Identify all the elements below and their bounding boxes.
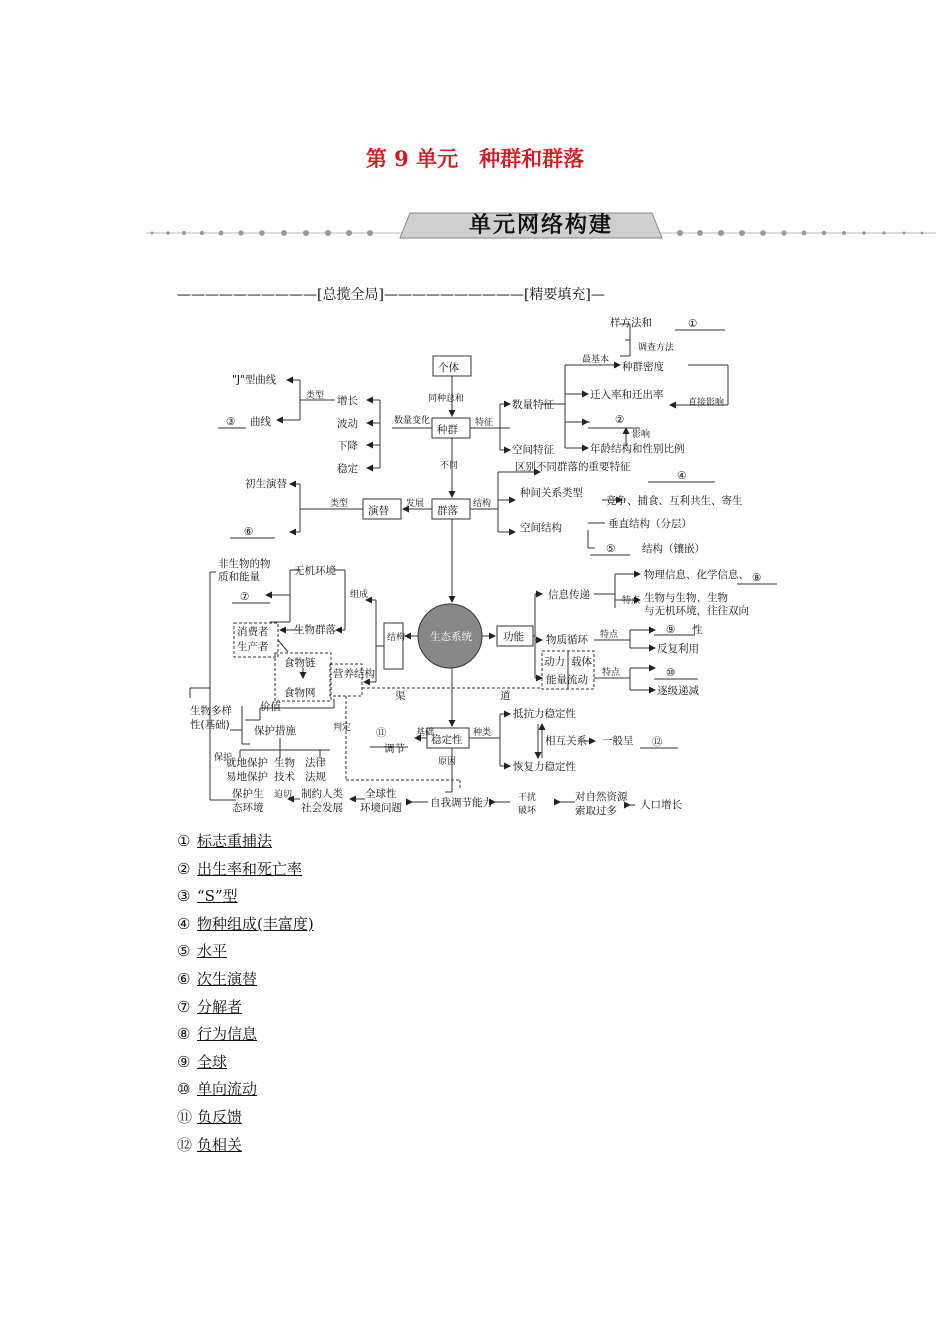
answer-item bbox=[177, 1049, 314, 1077]
banner-title: 单元网络构建 bbox=[468, 212, 613, 238]
page-title: 第 9 单元 种群和群落 bbox=[365, 146, 585, 171]
label-curve: 曲线 bbox=[250, 416, 271, 428]
label-reuse: 反复利用 bbox=[657, 643, 699, 655]
blank-9: ⑨ bbox=[666, 624, 676, 636]
answer-text: 负反馈 bbox=[197, 1107, 243, 1126]
label-biocommunity: 生物群落 bbox=[294, 624, 336, 636]
label-abiotic-2: 质和能量 bbox=[218, 571, 260, 583]
answer-item bbox=[177, 856, 314, 884]
label-trophic: 营养结构 bbox=[333, 668, 375, 680]
label-matter-cycle: 物质循环 bbox=[546, 634, 588, 646]
label-protection-measures: 保护措施 bbox=[254, 725, 296, 737]
answer-text: 负相关 bbox=[197, 1135, 243, 1154]
answer-item bbox=[177, 911, 314, 939]
label-development: 发展 bbox=[406, 499, 425, 509]
label-channel-1: 渠 bbox=[395, 690, 406, 702]
box-structure bbox=[384, 623, 406, 669]
label-decrease: 逐级递减 bbox=[657, 685, 699, 697]
blank-5: ⑤ bbox=[606, 543, 616, 555]
label-biodiversity-2: 性(基础) bbox=[190, 719, 230, 731]
label-global-2: 环境问题 bbox=[360, 802, 402, 814]
label-info-trait-1: 生物与生物、生物 bbox=[644, 592, 728, 604]
label-protect: 保护 bbox=[214, 753, 233, 763]
answer-number: ⑤ bbox=[177, 942, 191, 961]
answer-number: ⑧ bbox=[177, 1025, 191, 1044]
answer-number: ⑩ bbox=[177, 1080, 191, 1099]
label-reason: 原因 bbox=[438, 757, 457, 767]
blank-10: ⑩ bbox=[666, 667, 676, 679]
label-ex-situ: 易地保护 bbox=[226, 771, 268, 783]
label-generally: 一般呈 bbox=[602, 735, 634, 747]
label-spatial-features: 空间特征 bbox=[512, 444, 554, 456]
answer-number: ⑨ bbox=[177, 1052, 191, 1071]
label-food-web: 食物网 bbox=[284, 687, 316, 699]
label-age-structure: 年龄结构和性别比例 bbox=[590, 443, 685, 455]
answer-text: 分解者 bbox=[197, 997, 243, 1016]
label-protect-env-2: 态环境 bbox=[232, 802, 264, 814]
answer-text: 行为信息 bbox=[197, 1025, 258, 1044]
section-banner bbox=[146, 207, 936, 243]
label-population: 种群 bbox=[437, 424, 458, 436]
answer-number: ② bbox=[177, 859, 191, 878]
answer-text: 水平 bbox=[197, 942, 228, 961]
label-vertical: 垂直结构（分层） bbox=[608, 518, 692, 530]
label-channel-2: 道 bbox=[500, 690, 511, 702]
label-direct-effect: 直接影响 bbox=[688, 398, 725, 408]
label-trait-2: 特点 bbox=[600, 630, 619, 640]
answer-text: 标志重捕法 bbox=[197, 832, 273, 850]
label-over-exploit-1: 对自然资源 bbox=[575, 791, 628, 803]
answer-number: ⑫ bbox=[177, 1135, 193, 1154]
answer-item bbox=[177, 1132, 314, 1160]
answer-text: 物种组成(丰富度) bbox=[197, 914, 314, 933]
label-quantity-change: 数量变化 bbox=[394, 416, 431, 426]
label-stable: 稳定 bbox=[337, 463, 358, 475]
label-affect: 影响 bbox=[632, 430, 651, 440]
label-abiotic-1: 非生物的物 bbox=[218, 558, 271, 570]
label-resistance: 抵抗力稳定性 bbox=[513, 708, 576, 720]
label-interspecies: 种间关系类型 bbox=[520, 487, 583, 499]
label-fluctuate: 波动 bbox=[337, 418, 358, 430]
label-carrier: 载体 bbox=[571, 656, 592, 668]
label-protect-env-1: 保护生 bbox=[232, 788, 264, 800]
label-constrain-1: 制约人类 bbox=[301, 788, 343, 800]
label-bio-tech-1: 生物 bbox=[274, 757, 295, 769]
label-global-1: 全球性 bbox=[365, 788, 397, 800]
answer-item bbox=[177, 994, 314, 1022]
fill-tag: [精要填充] bbox=[523, 287, 591, 303]
label-individual: 个体 bbox=[438, 362, 459, 374]
label-types-1: 类型 bbox=[306, 391, 325, 401]
label-mutual: 相互关系 bbox=[545, 735, 587, 747]
label-consumer: 消费者 bbox=[237, 626, 269, 638]
label-destroy: 破坏 bbox=[518, 806, 537, 816]
label-composition: 组成 bbox=[350, 590, 369, 600]
answer-list bbox=[177, 828, 314, 1159]
label-resilience: 恢复力稳定性 bbox=[513, 761, 576, 773]
blank-8: ⑧ bbox=[752, 572, 762, 584]
answer-number: ⑥ bbox=[177, 969, 191, 988]
label-in-situ: 就地保护 bbox=[226, 757, 268, 769]
label-driving: 动力 bbox=[544, 656, 565, 668]
label-biodiversity-1: 生物多样 bbox=[190, 705, 232, 717]
answer-number: ④ bbox=[177, 914, 191, 933]
answer-text: 单向流动 bbox=[197, 1080, 258, 1099]
label-constrain-2: 社会发展 bbox=[301, 802, 343, 814]
label-function: 功能 bbox=[503, 631, 524, 643]
answer-text: “S”型 bbox=[197, 887, 238, 906]
answer-item bbox=[177, 1104, 314, 1132]
label-pop-density: 种群密度 bbox=[622, 361, 664, 373]
label-distinguish: 区别不同群落的重要特征 bbox=[515, 461, 631, 473]
blank-2: ② bbox=[615, 414, 625, 426]
label-disturb: 干扰 bbox=[518, 793, 537, 803]
label-trait-3: 特点 bbox=[602, 668, 621, 678]
label-same-species: 同种总和 bbox=[428, 394, 465, 404]
label-kinds: 种类 bbox=[473, 728, 492, 738]
dash-right: — bbox=[590, 287, 605, 303]
label-judge: 判定 bbox=[333, 723, 352, 733]
label-succession: 演替 bbox=[368, 505, 389, 517]
label-regulate: 调节 bbox=[384, 743, 405, 755]
answer-text: 次生演替 bbox=[197, 969, 258, 988]
label-trait-1: 特点 bbox=[622, 596, 641, 606]
label-ecosystem: 生态系统 bbox=[430, 631, 472, 643]
label-j-curve: "J"型曲线 bbox=[232, 374, 277, 386]
answer-number: ③ bbox=[177, 887, 191, 906]
overview-tag: [总揽全局] bbox=[317, 287, 384, 303]
section-header-row bbox=[177, 284, 605, 304]
label-pop-growth: 人口增长 bbox=[640, 799, 682, 811]
blank-1: ① bbox=[688, 318, 698, 330]
label-horizontal-tail: 结构（镶嵌） bbox=[642, 543, 705, 555]
answer-text: 出生率和死亡率 bbox=[197, 859, 303, 878]
blank-12: ⑫ bbox=[652, 736, 663, 748]
label-different: 不同 bbox=[440, 461, 459, 471]
answer-item bbox=[177, 966, 314, 994]
label-structure-box: 结构 bbox=[387, 633, 406, 643]
label-types-2: 类型 bbox=[330, 499, 349, 509]
blank-3: ③ bbox=[226, 416, 236, 428]
blank-11: ⑪ bbox=[376, 727, 387, 739]
answer-item bbox=[177, 938, 314, 966]
answer-number: ① bbox=[177, 832, 191, 850]
label-info-trait-2: 与无机环境，往往双向 bbox=[644, 605, 749, 617]
blank-7: ⑦ bbox=[240, 591, 250, 603]
label-quantity-features: 数量特征 bbox=[512, 399, 554, 411]
label-basis: 基础 bbox=[416, 728, 435, 738]
label-info-types: 物理信息、化学信息、 bbox=[644, 569, 749, 581]
label-community: 群落 bbox=[437, 505, 458, 517]
answer-item bbox=[177, 883, 314, 911]
label-value: 价值 bbox=[260, 701, 281, 713]
blank-4: ④ bbox=[677, 470, 687, 482]
label-nature: 性 bbox=[692, 624, 703, 636]
label-survey-method: 调查方法 bbox=[638, 343, 675, 353]
label-over-exploit-2: 索取过多 bbox=[575, 805, 617, 817]
label-decline: 下降 bbox=[337, 440, 358, 452]
label-law-2: 法规 bbox=[305, 771, 326, 783]
concept-map bbox=[170, 310, 790, 822]
label-law-1: 法律 bbox=[305, 757, 326, 769]
dash-mid: —————————— bbox=[383, 287, 524, 303]
label-self-regulation: 自我调节能力 bbox=[430, 797, 493, 809]
label-primary: 初生演替 bbox=[245, 478, 287, 490]
label-migration: 迁入率和迁出率 bbox=[590, 389, 664, 401]
label-growth: 增长 bbox=[337, 395, 358, 407]
answer-text: 全球 bbox=[197, 1052, 228, 1071]
label-energy-flow: 能量流动 bbox=[546, 674, 588, 686]
answer-number: ⑪ bbox=[177, 1107, 193, 1126]
label-sampling-method: 样方法和 bbox=[610, 317, 652, 329]
label-producer: 生产者 bbox=[237, 641, 269, 653]
answer-item bbox=[177, 1076, 314, 1104]
blank-6: ⑥ bbox=[244, 526, 254, 538]
label-feature: 特征 bbox=[475, 418, 494, 428]
label-inorganic-env: 无机环境 bbox=[294, 565, 336, 577]
label-bio-tech-2: 技术 bbox=[274, 771, 295, 783]
answer-item bbox=[177, 1021, 314, 1049]
label-relations: 竞争、捕食、互利共生、寄生 bbox=[606, 495, 743, 507]
label-info: 信息传递 bbox=[548, 589, 590, 601]
label-stability: 稳定性 bbox=[431, 734, 463, 746]
answer-item bbox=[177, 828, 314, 856]
dash-left: —————————— bbox=[177, 287, 317, 303]
label-urgent: 迫切 bbox=[274, 790, 293, 800]
label-spatial-structure: 空间结构 bbox=[520, 522, 562, 534]
label-food-chain: 食物链 bbox=[284, 657, 316, 669]
answer-number: ⑦ bbox=[177, 997, 191, 1016]
label-structure-1: 结构 bbox=[473, 499, 492, 509]
label-most-basic: 最基本 bbox=[582, 355, 610, 365]
